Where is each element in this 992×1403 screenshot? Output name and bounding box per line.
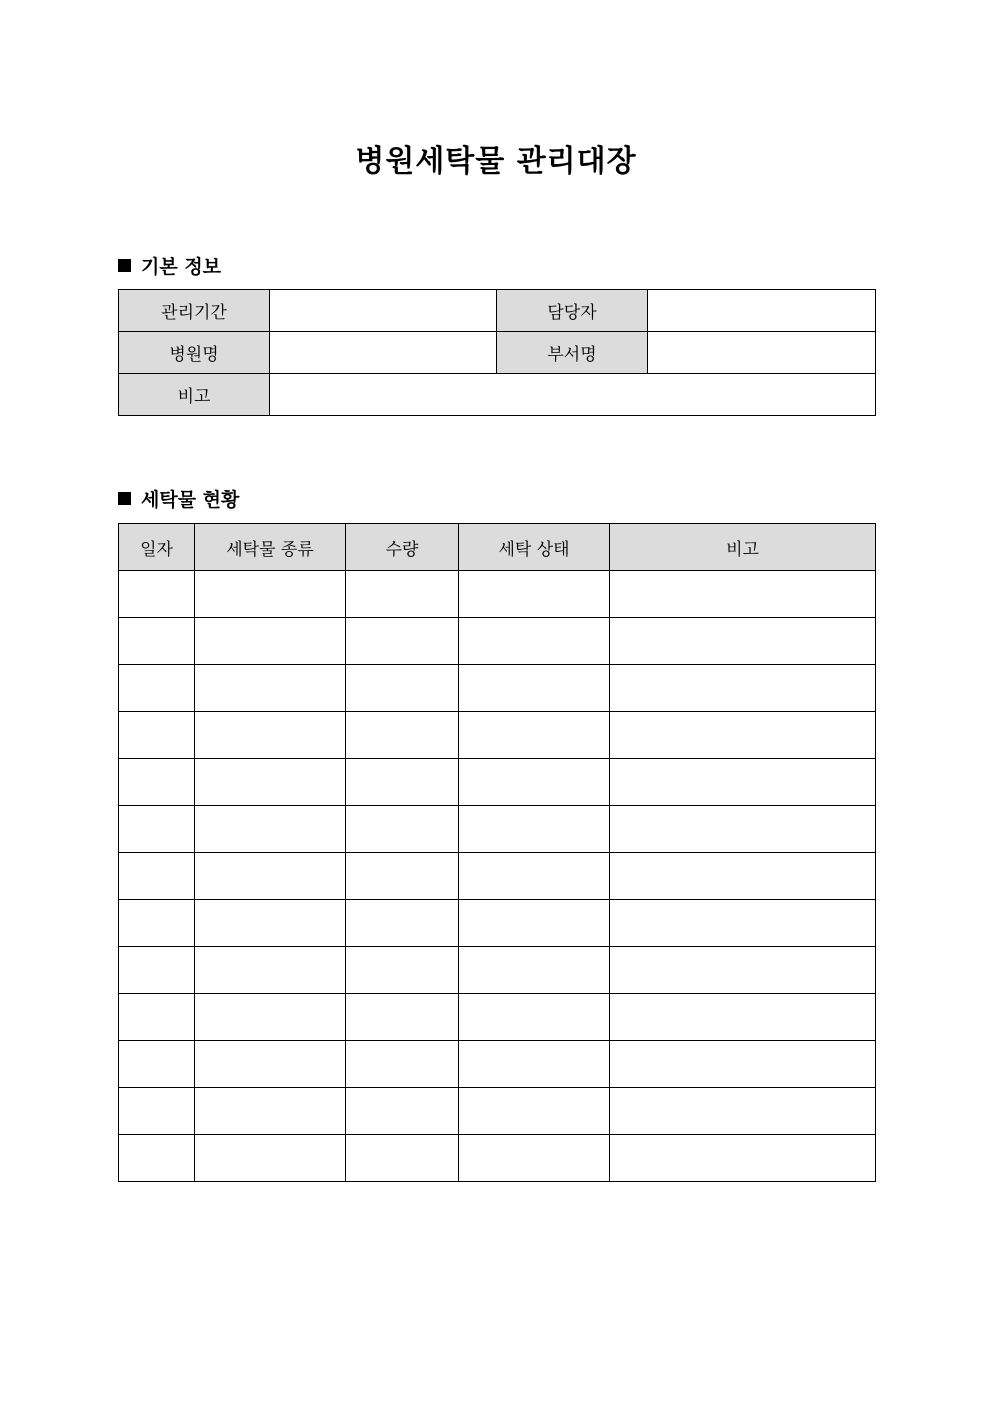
date-cell[interactable] <box>119 1088 195 1135</box>
manager-label: 담당자 <box>497 290 648 332</box>
hospital-field[interactable] <box>270 332 497 374</box>
wash-status-cell[interactable] <box>459 806 610 853</box>
section-heading-label: 기본 정보 <box>141 256 222 278</box>
laundry-type-cell[interactable] <box>195 571 346 618</box>
remarks-field[interactable] <box>270 374 876 416</box>
remarks-cell[interactable] <box>610 994 876 1041</box>
quantity-cell[interactable] <box>346 947 459 994</box>
quantity-cell[interactable] <box>346 712 459 759</box>
remarks-cell[interactable] <box>610 1135 876 1182</box>
quantity-cell[interactable] <box>346 759 459 806</box>
section-heading-label: 세탁물 현황 <box>141 489 240 511</box>
table-row <box>119 712 876 759</box>
wash-status-cell[interactable] <box>459 759 610 806</box>
document-title: 병원세탁물 관리대장 <box>355 144 637 179</box>
column-header-wash-status: 세탁 상태 <box>459 524 610 571</box>
laundry-type-cell[interactable] <box>195 665 346 712</box>
table-row <box>119 759 876 806</box>
remarks-cell[interactable] <box>610 806 876 853</box>
laundry-type-cell[interactable] <box>195 994 346 1041</box>
manager-field[interactable] <box>648 290 876 332</box>
remarks-cell[interactable] <box>610 1088 876 1135</box>
wash-status-cell[interactable] <box>459 900 610 947</box>
quantity-cell[interactable] <box>346 571 459 618</box>
remarks-cell[interactable] <box>610 900 876 947</box>
table-header-row <box>119 524 876 571</box>
remarks-label: 비고 <box>119 374 270 416</box>
date-cell[interactable] <box>119 665 195 712</box>
wash-status-cell[interactable] <box>459 947 610 994</box>
laundry-type-cell[interactable] <box>195 1135 346 1182</box>
quantity-cell[interactable] <box>346 806 459 853</box>
table-row <box>119 665 876 712</box>
section-heading-laundry-status <box>118 485 239 512</box>
remarks-cell[interactable] <box>610 618 876 665</box>
period-field[interactable] <box>270 290 497 332</box>
table-row <box>119 853 876 900</box>
column-header-remarks: 비고 <box>610 524 876 571</box>
hospital-label: 병원명 <box>119 332 270 374</box>
wash-status-cell[interactable] <box>459 1041 610 1088</box>
wash-status-cell[interactable] <box>459 1088 610 1135</box>
table-row <box>119 571 876 618</box>
quantity-cell[interactable] <box>346 1041 459 1088</box>
quantity-cell[interactable] <box>346 853 459 900</box>
date-cell[interactable] <box>119 994 195 1041</box>
table-row <box>119 947 876 994</box>
laundry-log-table <box>118 523 876 1182</box>
quantity-cell[interactable] <box>346 618 459 665</box>
wash-status-cell[interactable] <box>459 1135 610 1182</box>
square-bullet-icon <box>118 259 131 272</box>
department-label: 부서명 <box>497 332 648 374</box>
basic-info-table <box>118 289 876 416</box>
remarks-cell[interactable] <box>610 853 876 900</box>
table-row <box>119 1088 876 1135</box>
remarks-cell[interactable] <box>610 712 876 759</box>
department-field[interactable] <box>648 332 876 374</box>
column-header-date: 일자 <box>119 524 195 571</box>
remarks-cell[interactable] <box>610 571 876 618</box>
period-label: 관리기간 <box>119 290 270 332</box>
wash-status-cell[interactable] <box>459 618 610 665</box>
laundry-type-cell[interactable] <box>195 853 346 900</box>
date-cell[interactable] <box>119 853 195 900</box>
table-row <box>119 1135 876 1182</box>
date-cell[interactable] <box>119 571 195 618</box>
date-cell[interactable] <box>119 806 195 853</box>
wash-status-cell[interactable] <box>459 571 610 618</box>
laundry-type-cell[interactable] <box>195 712 346 759</box>
square-bullet-icon <box>118 492 131 505</box>
date-cell[interactable] <box>119 759 195 806</box>
laundry-type-cell[interactable] <box>195 900 346 947</box>
remarks-cell[interactable] <box>610 947 876 994</box>
table-row <box>119 1041 876 1088</box>
wash-status-cell[interactable] <box>459 712 610 759</box>
info-row <box>119 290 876 332</box>
column-header-quantity: 수량 <box>346 524 459 571</box>
date-cell[interactable] <box>119 947 195 994</box>
info-row <box>119 332 876 374</box>
remarks-cell[interactable] <box>610 759 876 806</box>
table-row <box>119 900 876 947</box>
remarks-cell[interactable] <box>610 1041 876 1088</box>
date-cell[interactable] <box>119 618 195 665</box>
table-row <box>119 994 876 1041</box>
wash-status-cell[interactable] <box>459 994 610 1041</box>
laundry-type-cell[interactable] <box>195 618 346 665</box>
table-row <box>119 618 876 665</box>
remarks-cell[interactable] <box>610 665 876 712</box>
quantity-cell[interactable] <box>346 1135 459 1182</box>
date-cell[interactable] <box>119 1135 195 1182</box>
info-row <box>119 374 876 416</box>
quantity-cell[interactable] <box>346 1088 459 1135</box>
quantity-cell[interactable] <box>346 665 459 712</box>
quantity-cell[interactable] <box>346 900 459 947</box>
column-header-laundry-type: 세탁물 종류 <box>195 524 346 571</box>
laundry-type-cell[interactable] <box>195 806 346 853</box>
date-cell[interactable] <box>119 1041 195 1088</box>
date-cell[interactable] <box>119 900 195 947</box>
laundry-type-cell[interactable] <box>195 1041 346 1088</box>
laundry-type-cell[interactable] <box>195 1088 346 1135</box>
table-row <box>119 806 876 853</box>
date-cell[interactable] <box>119 712 195 759</box>
section-heading-basic-info <box>118 252 221 279</box>
laundry-type-cell[interactable] <box>195 759 346 806</box>
wash-status-cell[interactable] <box>459 665 610 712</box>
laundry-type-cell[interactable] <box>195 947 346 994</box>
quantity-cell[interactable] <box>346 994 459 1041</box>
wash-status-cell[interactable] <box>459 853 610 900</box>
